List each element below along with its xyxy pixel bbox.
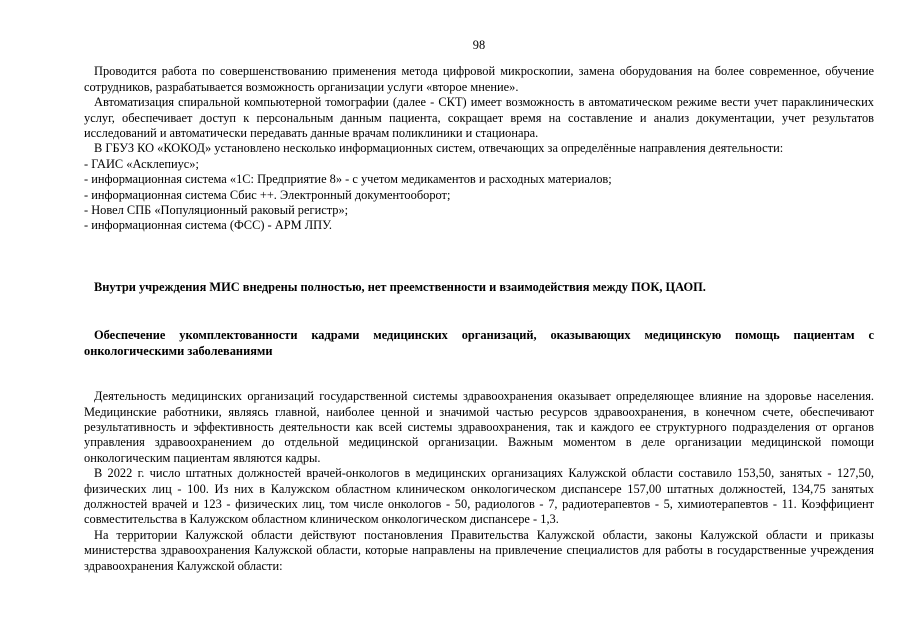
paragraph-healthcare-activity: Деятельность медицинских организаций государственной системы здравоохранения оказывает определяющее влияние на здоровье населения. Медицинские работники, являясь главной, наиболее ценной и значимой частью ресурсов здравоохранения, в конечном счете, обеспечивают результативность и эффективность деятельности как всей системы здравоохранения, так и каждого ее структурного подразделения от органов управления здравоохранением до отдельной медицинской организации. Важным моментом в деле организации медицинской помощи онкологическим пациентам являются кадры. xyxy=(84,389,874,465)
paragraph-regional-regulations: На территории Калужской области действуют постановления Правительства Калужской области, законы Калужской области и приказы министерства здравоохранения Калужской области, которые направлены на привлечение специалистов для работы в государственные учреждения здравоохранения Калужской области: xyxy=(84,527,874,573)
paragraph-digital-microscopy: Проводится работа по совершенствованию применения метода цифровой микроскопии, замена оборудования на более современное, обучение сотрудников, разрабатывается возможность организации услуги «второе мнение». xyxy=(84,64,874,94)
page-number: 98 xyxy=(472,38,486,52)
list-item: - информационная система Сбис ++. Электронный документооборот; xyxy=(84,187,451,202)
list-item: - информационная система «1С: Предприятие 8» - с учетом медикаментов и расходных материалов; xyxy=(84,172,612,187)
paragraph-ct-automation: Автоматизация спиральной компьютерной томографии (далее - СКТ) имеет возможность в автоматическом режиме вести учет параклинических услуг, обеспечивает доступ к персональным данным пациента, сокращает время на составление и анализ документации, учет результатов исследований и автоматически передавать данные врачам поликлиники и стационара. xyxy=(84,95,874,141)
information-systems-list xyxy=(84,157,874,234)
spacer xyxy=(84,295,874,328)
list-item: - ГАИС «Асклепиус»; xyxy=(84,156,199,171)
paragraph-information-systems: В ГБУЗ КО «КОКОД» установлено несколько информационных систем, отвечающих за определённые направления деятельности: xyxy=(94,141,784,156)
bold-statement: Внутри учреждения МИС внедрены полностью, нет преемственности и взаимодействия между ПОК, ЦАОП. xyxy=(94,279,706,294)
list-item: - Новел СПБ «Популяционный раковый регистр»; xyxy=(84,203,349,218)
section-heading: Обеспечение укомплектованности кадрами медицинских организаций, оказывающих медицинскую помощь пациентам с онкологическими заболеваниями xyxy=(84,328,874,358)
spacer xyxy=(84,359,874,389)
document-page xyxy=(84,38,874,574)
spacer xyxy=(84,234,874,280)
paragraph-staffing-statistics: В 2022 г. число штатных должностей врачей-онкологов в медицинских организациях Калужской области составило 153,50, занятых - 127,50, физических лиц - 100. Из них в Калужском областном клиническом онкологическом диспансере 157,00 штатных должностей, 134,75 занятых должностей врачей и 123 - физических лиц, том числе онкологов - 50, радиологов - 7, радиотерапевтов - 5, химиотерапевтов - 11. Коэффициент совместительства в Калужском областном клиническом онкологическом диспансере - 1,3. xyxy=(84,466,874,527)
list-item: - информационная система (ФСС) - АРМ ЛПУ. xyxy=(84,218,332,233)
